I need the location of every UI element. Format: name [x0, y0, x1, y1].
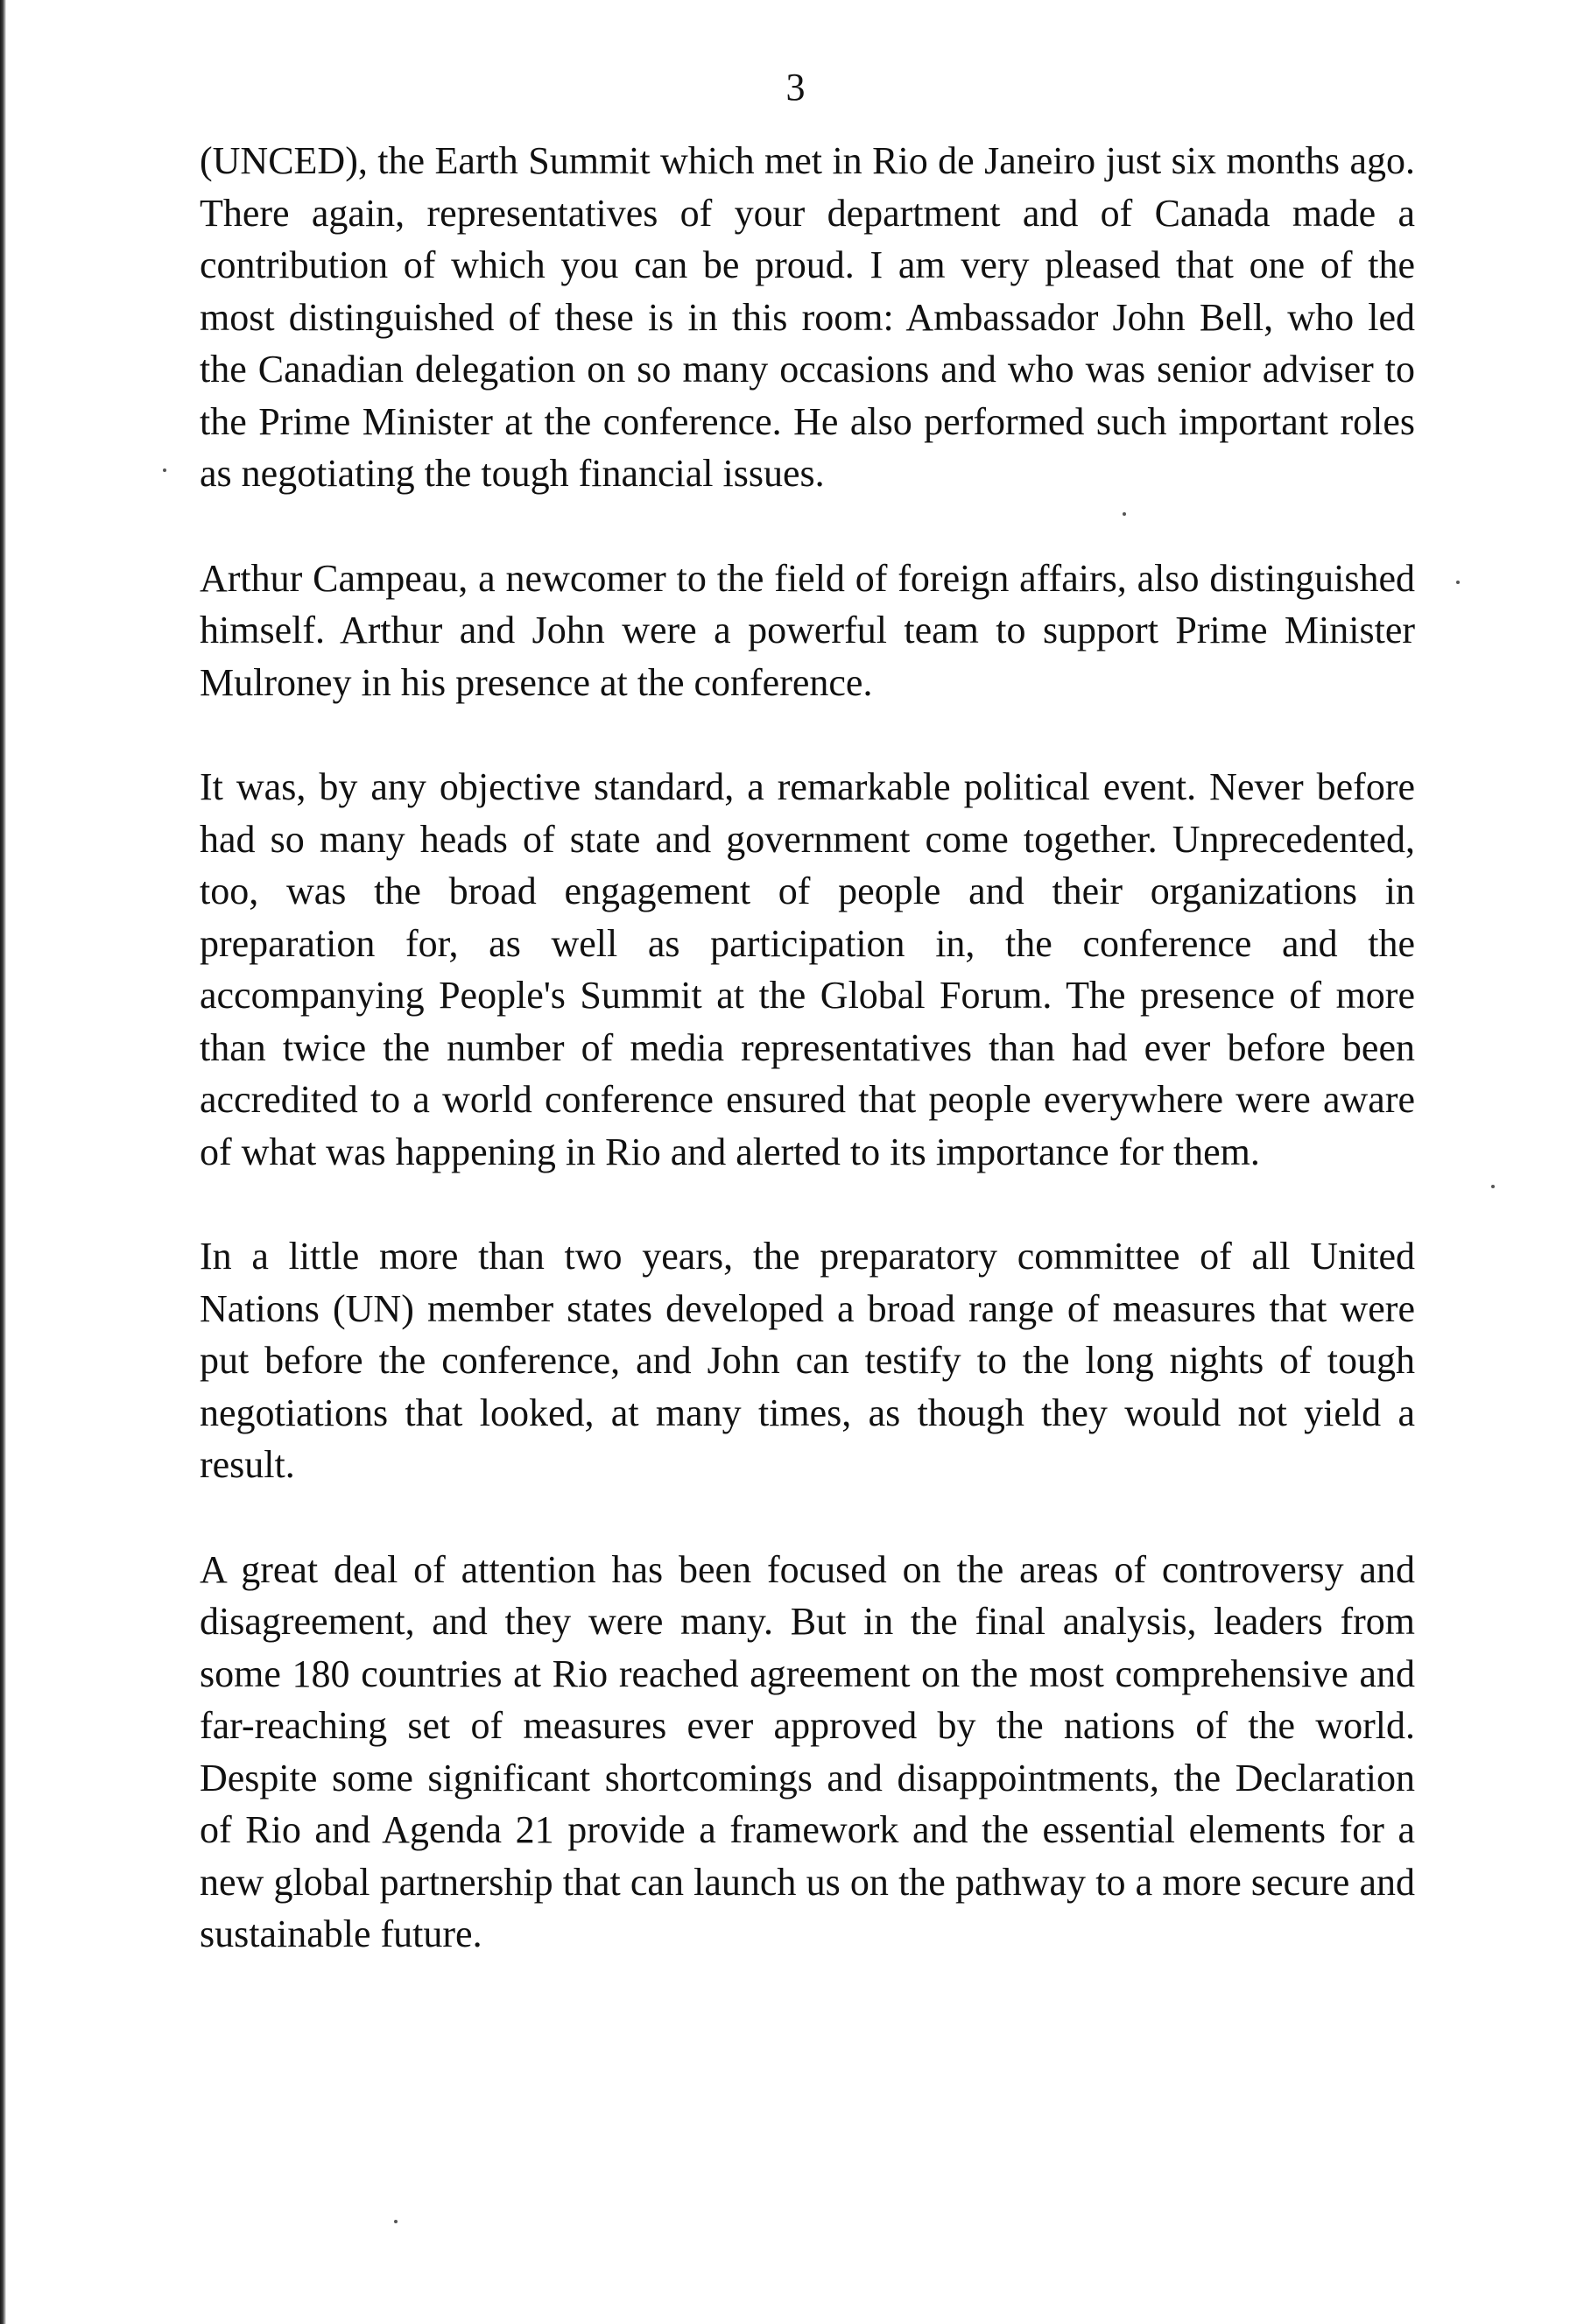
- scan-speck: [1456, 581, 1460, 584]
- scan-left-edge: [0, 0, 6, 2324]
- scan-speck: [163, 468, 166, 472]
- paragraph-agreement: A great deal of attention has been focused on the areas of controversy and disagreement, and they were many. But in the final analysis, leaders from some 180 countries at Rio reached agreement on the most comprehensive and far-reaching set of measures ever approved by the nations of the world. Despite some significant shortcomings and disappointments, the Declaration of Rio and Agenda 21 provide a framework and the essential elements for a new global partnership that can launch us on the pathway to a more secure and sustainable future.: [200, 1547, 1415, 1955]
- paragraph-preparatory-committee: In a little more than two years, the preparatory committee of all United Nations (UN) member states developed a broad range of measures that were put before the conference, and John can testify to the long nights of tough negotiations that looked, at many times, as though they would not yield a result.: [200, 1235, 1415, 1486]
- scan-speck: [394, 2220, 398, 2223]
- scan-speck: [1491, 1185, 1495, 1188]
- page-number: 3: [785, 66, 806, 109]
- paragraph-political-event: It was, by any objective standard, a remarkable political event. Never before had so many heads of state and government come together. Unprecedented, too, was the broad engagement of people and their organizations in preparation for, as well as participation in, the conference and the accompanying People's Summit at the Global Forum. The presence of more than twice the number of media representatives than had ever before been accredited to a world conference ensured that people everywhere were aware of what was happening in Rio and alerted to its importance for them.: [200, 765, 1415, 1173]
- body-text: [200, 135, 1415, 1961]
- paragraph-unced: (UNCED), the Earth Summit which met in Rio de Janeiro just six months ago. There again, representatives of your department and of Canada made a contribution of which you can be proud. I am very pleased that one of the most distinguished of these is in this room: Ambassador John Bell, who led the Canadian delegation on so many occasions and who was senior adviser to the Prime Minister at the conference. He also performed such important roles as negotiating the tough financial issues.: [200, 139, 1415, 495]
- scan-speck: [1123, 512, 1126, 516]
- paragraph-campeau: Arthur Campeau, a newcomer to the field of foreign affairs, also distinguished himself. Arthur and John were a powerful team to support Prime Minister Mulroney in his presence at the conference.: [200, 556, 1415, 704]
